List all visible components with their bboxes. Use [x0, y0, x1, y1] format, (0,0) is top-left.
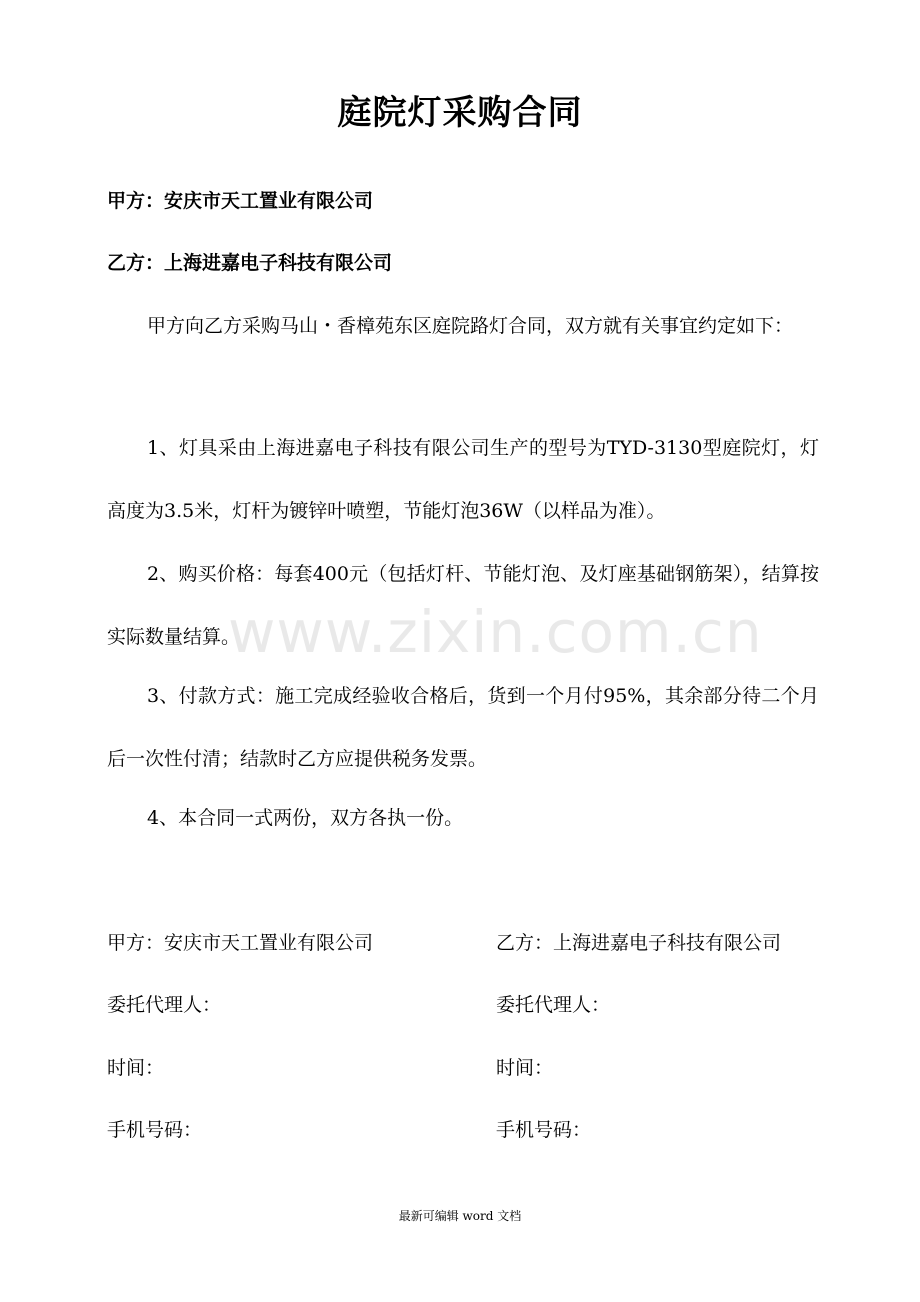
party-a-header: 甲方：安庆市天工置业有限公司 [107, 190, 374, 212]
signature-party-a-agent: 委托代理人： [107, 994, 222, 1016]
watermark-text: www.zixin.com.cn [228, 598, 763, 666]
signature-party-a-phone: 手机号码： [107, 1119, 203, 1141]
signature-party-a-name: 甲方：安庆市天工置业有限公司 [107, 932, 374, 954]
document-title: 庭院灯采购合同 [337, 93, 583, 133]
clause-3-paragraph: 3、付款方式：施工完成经验收合格后，货到一个月付95%，其余部分待二个月后一次性付清；结款时乙方应提供税务发票。 [107, 685, 819, 770]
signature-party-a-time: 时间： [107, 1057, 165, 1079]
page-footer: 最新可编辑 word 文档 [398, 1209, 522, 1223]
clause-2-paragraph: 2、购买价格：每套400元（包括灯杆、节能灯泡、及灯座基础钢筋架），结算按实际数量结算。 [107, 563, 819, 648]
clause-4-paragraph: 4、本合同一式两份，双方各执一份。 [147, 807, 464, 829]
signature-party-b-agent: 委托代理人： [496, 994, 611, 1016]
signature-party-b-time: 时间： [496, 1057, 554, 1079]
party-b-header: 乙方：上海进嘉电子科技有限公司 [107, 252, 393, 274]
signature-party-b-phone: 手机号码： [496, 1119, 592, 1141]
clause-1-paragraph: 1、灯具采由上海进嘉电子科技有限公司生产的型号为TYD-3130型庭院灯，灯高度为3.5米，灯杆为镀锌叶喷塑，节能灯泡36W（以样品为准）。 [107, 437, 819, 522]
intro-paragraph: 甲方向乙方采购马山・香樟苑东区庭院路灯合同，双方就有关事宜约定如下： [147, 315, 794, 337]
signature-party-b-name: 乙方：上海进嘉电子科技有限公司 [496, 932, 782, 954]
